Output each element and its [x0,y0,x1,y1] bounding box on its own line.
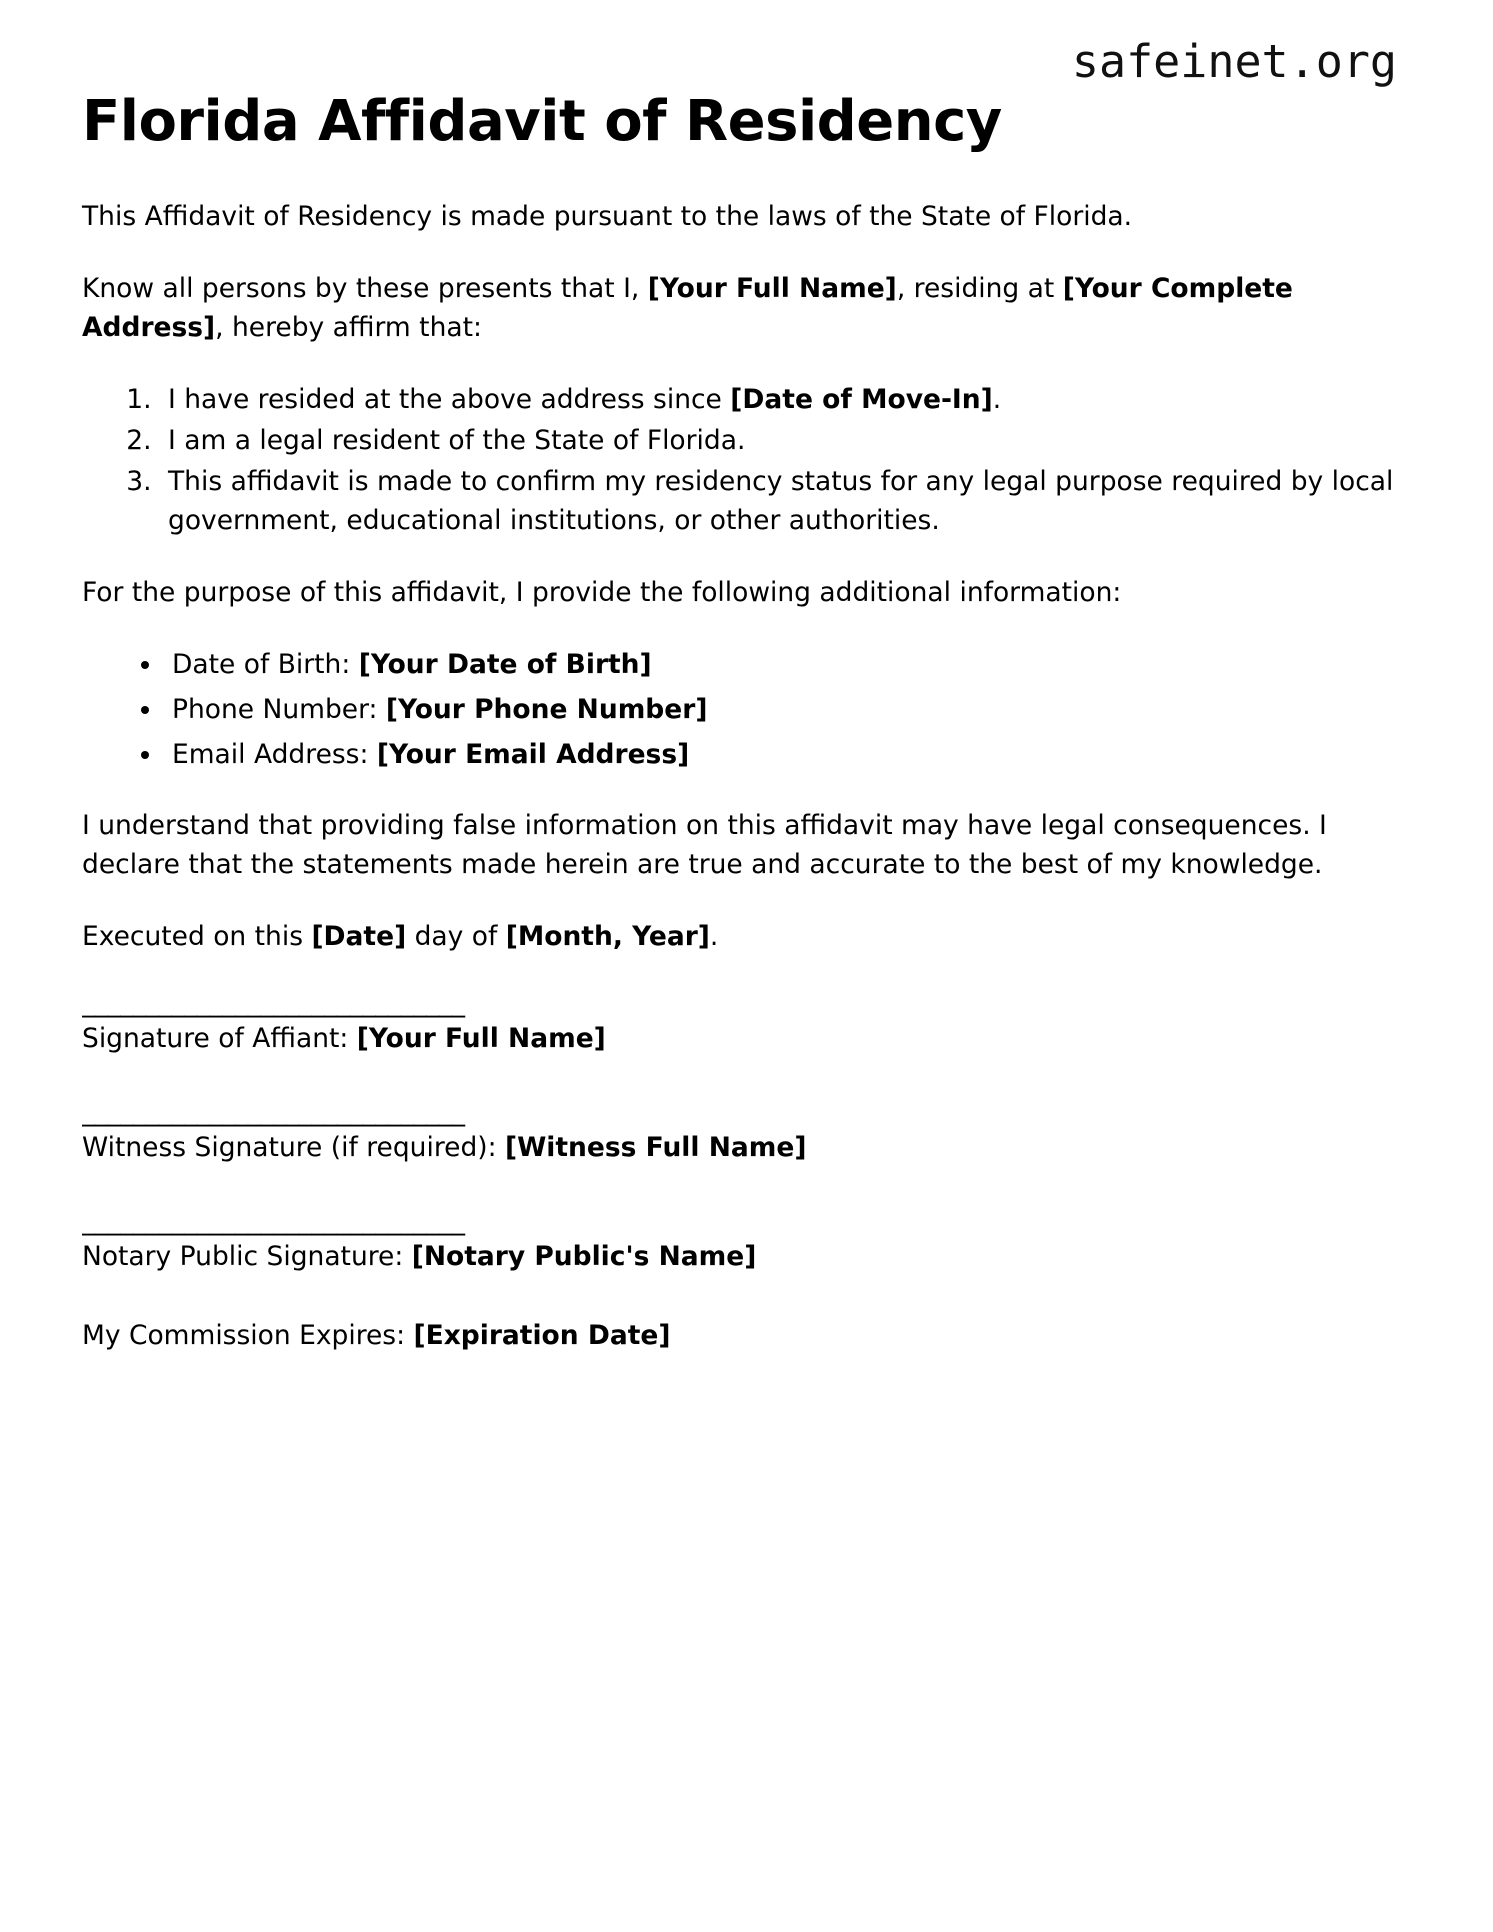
commission-expiry-line [82,1317,1397,1356]
execution-text-part3: . [709,921,719,953]
additional-info-intro: For the purpose of this affidavit, I provide the following additional information: [82,576,1122,608]
signature-line: ______________________________ [82,1099,465,1128]
affiant-signature-caption [82,1020,1397,1059]
declaration-text-part3: , hereby affirm that: [215,311,482,343]
notary-signature-caption [82,1238,1397,1277]
move-in-date-placeholder: [Date of Move-In] [730,383,993,415]
list-item [164,691,1397,730]
affirmation-text: I am a legal resident of the State of Florida. [168,424,746,456]
commission-expiry-label: My Commission Expires: [82,1320,414,1352]
affirmation-text-after: . [992,383,1002,415]
date-of-birth-label: Date of Birth: [172,648,359,680]
signature-line: ______________________________ [82,1208,465,1237]
affiant-signature-block [82,990,1397,1059]
witness-name-placeholder: [Witness Full Name] [504,1132,807,1164]
witness-signature-caption [82,1129,1397,1168]
affirmations-list [82,381,1397,541]
list-item [164,736,1397,775]
signature-line: ______________________________ [82,990,465,1019]
witness-signature-label: Witness Signature (if required): [82,1132,505,1164]
email-address-label: Email Address: [172,738,377,770]
email-address-placeholder: [Your Email Address] [376,738,690,770]
list-item [160,381,1397,420]
list-item [160,422,1397,461]
declaration-paragraph [82,270,1382,348]
notary-signature-label: Notary Public Signature: [82,1241,412,1273]
attestation-paragraph: I understand that providing false information on this affidavit may have legal consequences. I declare that the statements made herein are true and accurate to the best of my knowledge. [82,810,1327,881]
intro-paragraph: This Affidavit of Residency is made pursuant to the laws of the State of Florida. [82,200,1133,232]
execution-text-part1: Executed on this [82,921,312,953]
full-name-placeholder: [Your Full Name] [647,272,897,304]
affiant-name-placeholder: [Your Full Name] [356,1023,606,1055]
execution-paragraph [82,918,1382,957]
additional-info-list [82,646,1397,775]
execution-text-part2: day of [406,921,506,953]
commission-expiry-placeholder: [Expiration Date] [413,1320,671,1352]
phone-number-placeholder: [Your Phone Number] [385,693,708,725]
list-item [164,646,1397,685]
execution-month-year-placeholder: [Month, Year] [505,921,710,953]
affirmation-text: This affidavit is made to confirm my residency status for any legal purpose required by local government, educational institutions, or other authorities. [168,465,1394,536]
date-of-birth-placeholder: [Your Date of Birth] [358,648,652,680]
witness-signature-block [82,1099,1397,1168]
declaration-text-part2: , residing at [896,272,1063,304]
notary-name-placeholder: [Notary Public's Name] [411,1241,757,1273]
phone-number-label: Phone Number: [172,693,386,725]
affirmation-text: I have resided at the above address since [168,383,731,415]
execution-date-placeholder: [Date] [311,921,407,953]
list-item [160,463,1397,541]
site-brand: safeinet.org [1071,35,1397,88]
address-placeholder: [Your Complete Address] [82,272,1293,343]
notary-signature-block [82,1208,1397,1277]
declaration-text-part1: Know all persons by these presents that I, [82,272,648,304]
affiant-signature-label: Signature of Affiant: [82,1023,357,1055]
page-title: Florida Affidavit of Residency [82,89,1002,155]
